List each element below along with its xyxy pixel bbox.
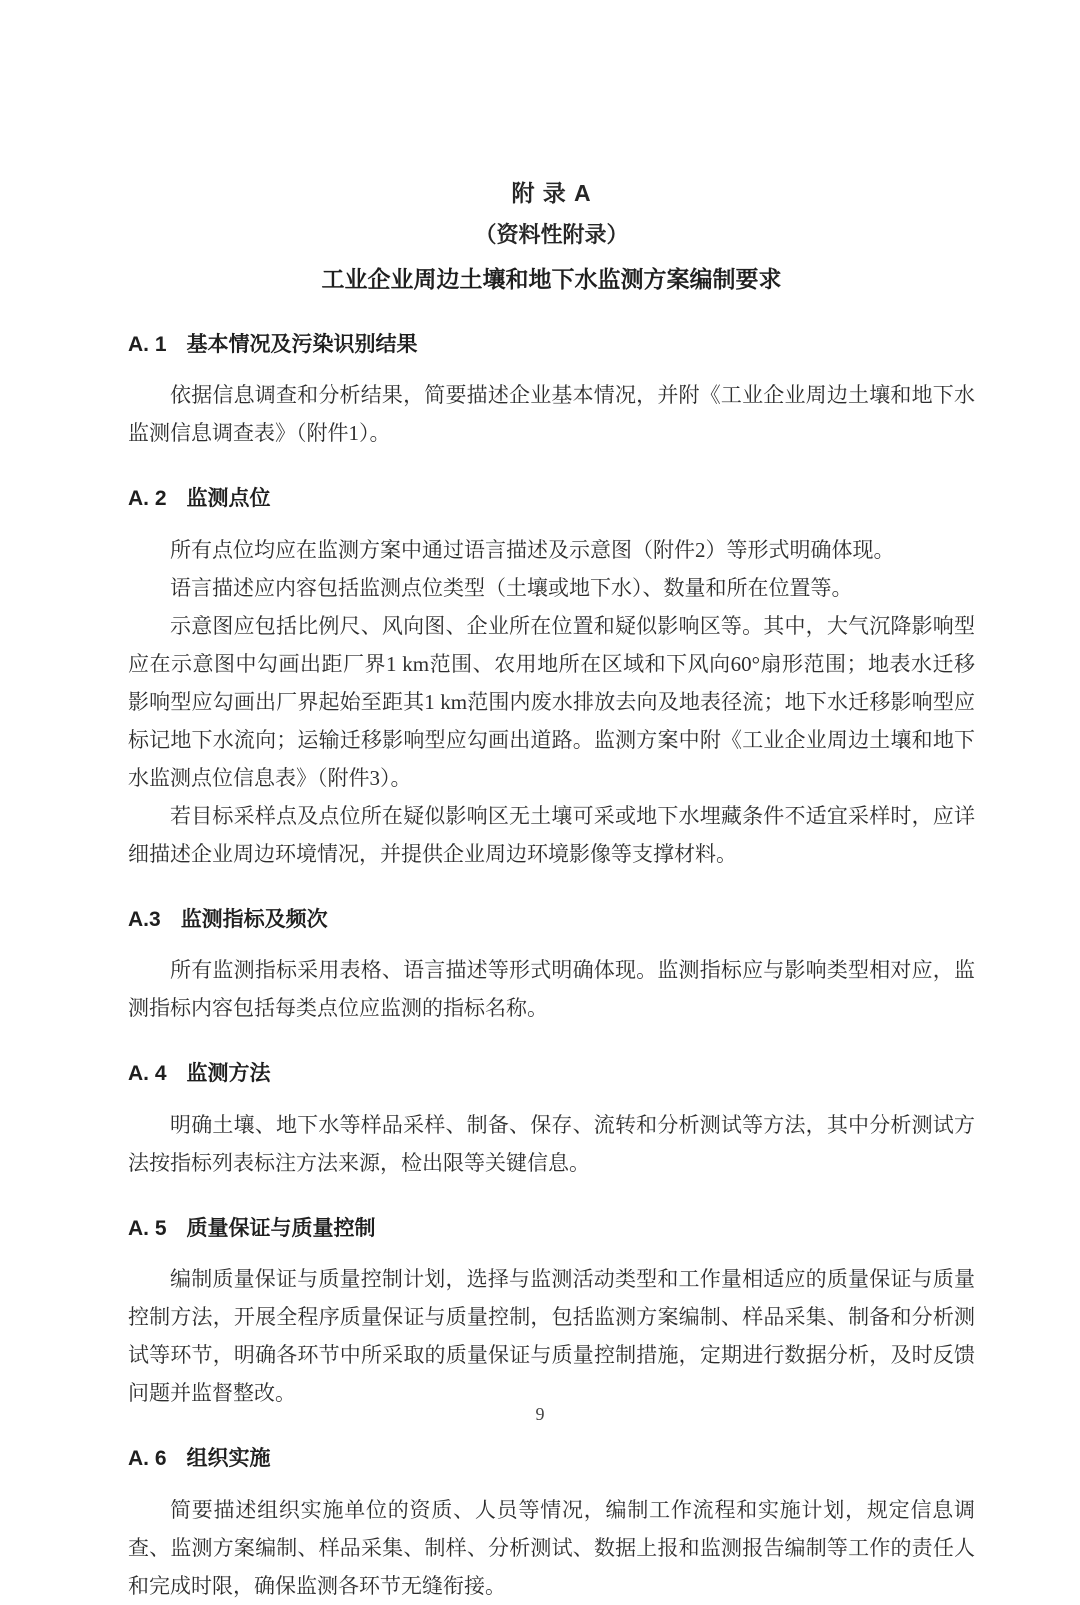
section-number: A. 4 [128,1062,167,1086]
section-heading [128,904,975,936]
section-heading [128,1213,975,1245]
section-heading-text: 监测点位 [186,487,271,511]
body-paragraph: 所有监测指标采用表格、语言描述等形式明确体现。监测指标应与影响类型相对应，监测指标内容包括每类点位应监测的指标名称。 [128,958,975,1021]
section [128,904,975,1028]
page-title: 工业企业周边土壤和地下水监测方案编制要求 [321,265,782,292]
section-heading-text: 监测方法 [186,1062,271,1086]
section-number: A.3 [128,907,161,931]
body-paragraph: 所有点位均应在监测方案中通过语言描述及示意图（附件2）等形式明确体现。 [170,537,895,562]
section-heading [128,483,975,515]
section [128,1443,975,1605]
body-paragraph: 简要描述组织实施单位的资质、人员等情况，编制工作流程和实施计划，规定信息调查、监测方案编制、样品采集、制样、分析测试、数据上报和监测报告编制等工作的责任人和完成时限，确保监测各环节无缝衔接。 [128,1497,975,1598]
appendix-kind-label: （资料性附录） [474,221,629,247]
body-paragraph: 编制质量保证与质量控制计划，选择与监测活动类型和工作量相适应的质量保证与质量控制方法，开展全程序质量保证与质量控制，包括监测方案编制、样品采集、制备和分析测试等环节，明确各环节中所采取的质量保证与质量控制措施，定期进行数据分析，及时反馈问题并监督整改。 [128,1267,975,1406]
body-paragraph: 语言描述应内容包括监测点位类型（土壤或地下水）、数量和所在位置等。 [170,575,853,600]
section-heading [128,1443,975,1475]
appendix-label: 附 录 A [511,180,592,206]
appendix-title-block [128,0,975,298]
section-number: A. 6 [128,1447,167,1471]
section-heading-text: 基本情况及污染识别结果 [186,332,418,356]
section-heading-text: 质量保证与质量控制 [186,1216,376,1240]
section [128,483,975,873]
body-paragraph: 示意图应包括比例尺、风向图、企业所在位置和疑似影响区等。其中，大气沉降影响型应在示意图中勾画出距厂界1 km范围、农用地所在区域和下风向60°扇形范围；地表水迁移影响型应勾画出厂界起始至距其1 km范围内废水排放去向及地表径流；地下水迁移影响型应标记地下水流向；运输迁移影响型应勾画出道路。监测方案中附《工业企业周边土壤和地下水监测点位信息表》（附件3）。 [128,613,975,790]
section [128,329,975,453]
body-paragraph: 明确土壤、地下水等样品采样、制备、保存、流转和分析测试等方法，其中分析测试方法按指标列表标注方法来源，检出限等关键信息。 [128,1112,975,1175]
body-paragraph: 若目标采样点及点位所在疑似影响区无土壤可采或地下水埋藏条件不适宜采样时，应详细描述企业周边环境情况，并提供企业周边环境影像等支撑材料。 [128,803,975,866]
page-number: 9 [535,1404,545,1424]
section-heading [128,1058,975,1090]
body-paragraph: 依据信息调查和分析结果，简要描述企业基本情况，并附《工业企业周边土壤和地下水监测信息调查表》（附件1）。 [128,383,975,446]
section-number: A. 5 [128,1216,167,1240]
section [128,1213,975,1413]
page-content [128,0,975,1605]
section-heading-text: 组织实施 [186,1447,271,1471]
section-heading-text: 监测指标及频次 [180,907,328,931]
section-heading [128,329,975,361]
section-number: A. 2 [128,487,167,511]
section [128,1058,975,1182]
section-number: A. 1 [128,332,167,356]
